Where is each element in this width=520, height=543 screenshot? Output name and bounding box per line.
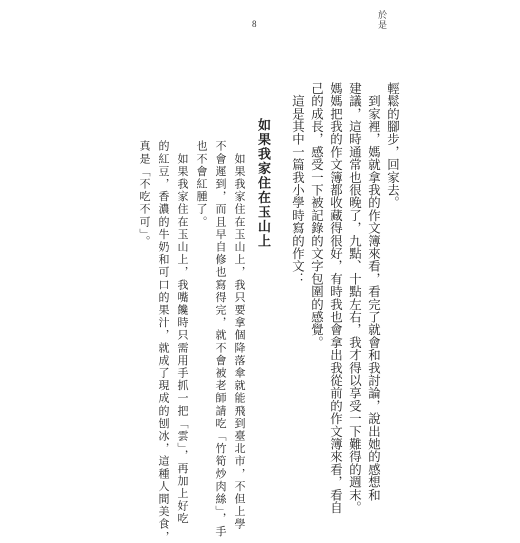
essay-title: 如果我家住在玉山上 (255, 118, 270, 249)
essay-column-3: 也不會紅腫了。 (195, 140, 208, 229)
essay-column-2: 不會遲到，而且早自修也寫得完，就不會被老師請吃「竹筍炒肉絲」，手 (214, 140, 227, 538)
essay-column-6: 真是「不吃不可」。 (138, 140, 151, 248)
page-number: 8 (252, 19, 257, 29)
body-column-5: 己的成長，感受一下被記錄的文字包圍的感覺。 (309, 82, 325, 349)
essay-column-4: 如果我家住在玉山上，我嘴饞時只需用手抓一把「雲」，再加上好吃 (176, 140, 189, 526)
body-column-6: 這是其中一篇我小學時寫的作文： (290, 82, 306, 286)
body-column-2: 到家裡，媽就拿我的作文簿來看，看完了就會和我討論，說出她的感想和 (366, 82, 382, 502)
running-head: 於是 (376, 10, 386, 30)
essay-column-1: 如果我家住在玉山上，我只要拿個降落傘就能飛到臺北市，不但上學 (233, 140, 246, 531)
essay-column-5: 的紅豆，香濃的牛奶和可口的果汁，就成了現成的刨冰，這種人間美食， (157, 140, 170, 543)
body-column-1: 輕鬆的腳步，回家去。 (385, 82, 401, 209)
body-column-4: 媽媽把我的作文簿都收藏得很好，有時我也會拿出我從前的作文簿來看，看自 (328, 82, 344, 514)
body-column-3: 建議，這時通常也很晚了，九點、十點左右，我才得以享受一下難得的週末。 (347, 82, 363, 514)
